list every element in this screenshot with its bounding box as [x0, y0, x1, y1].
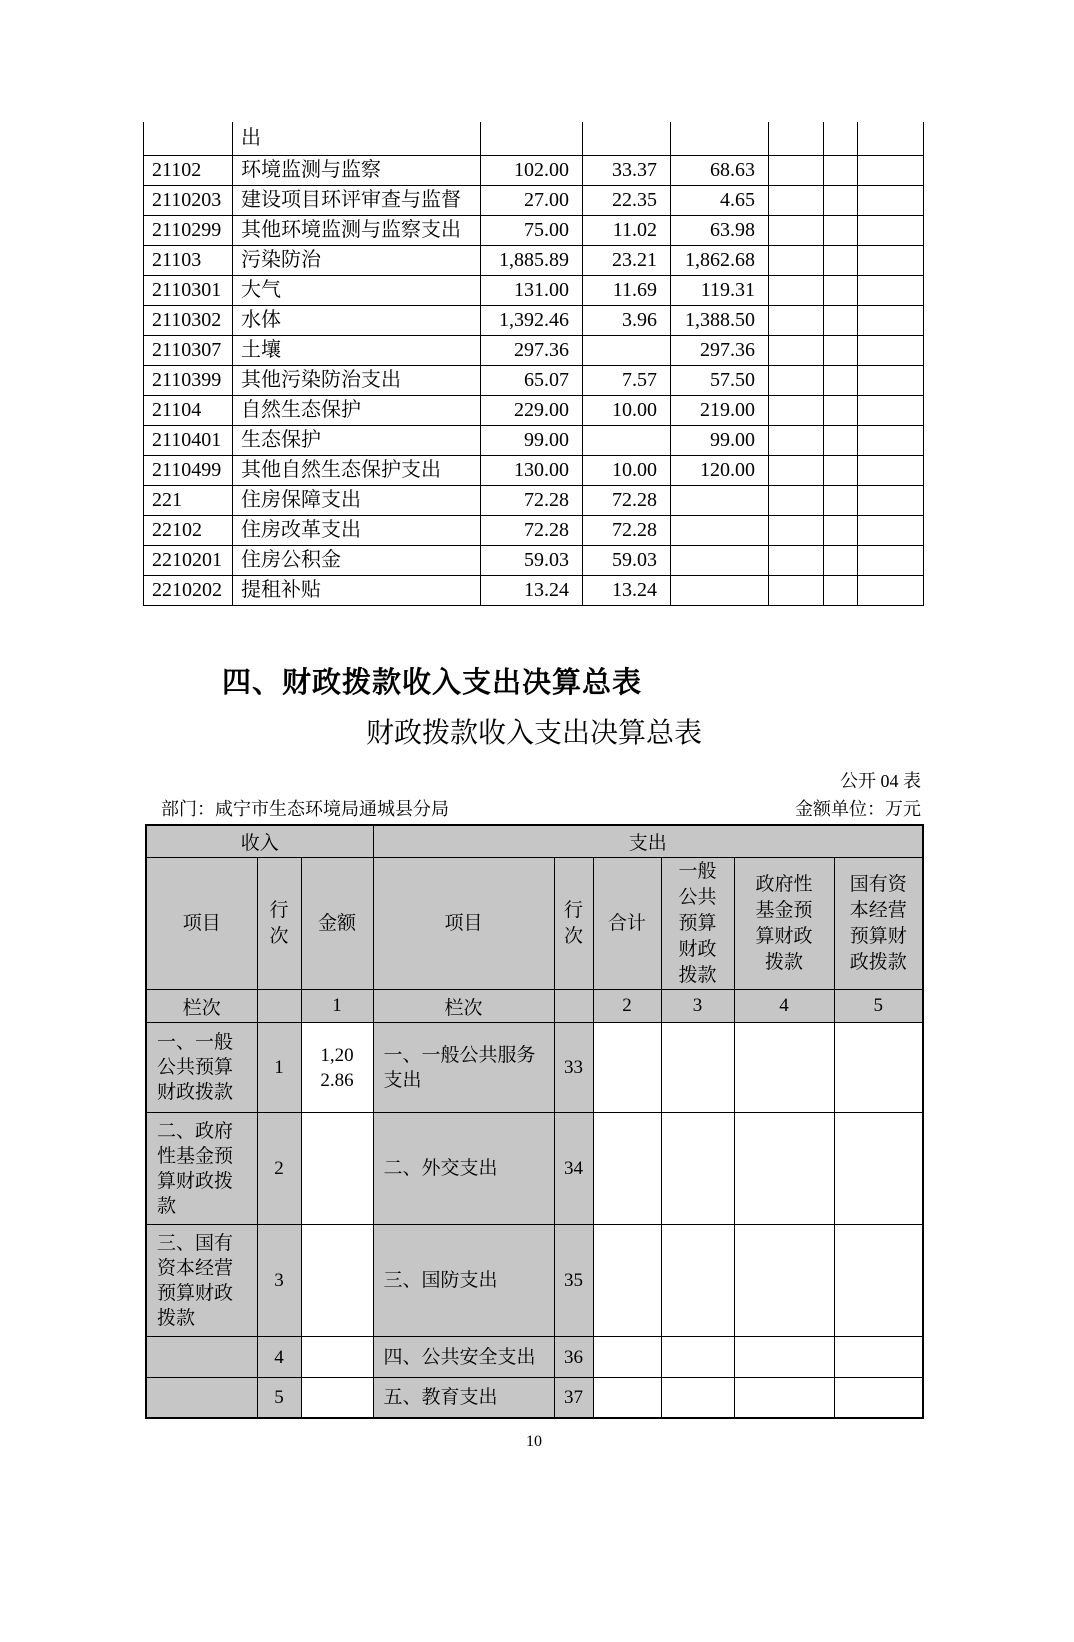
table-row	[146, 1023, 923, 1113]
department-label: 部门：咸宁市生态环境局通城县分局	[161, 798, 449, 819]
total-cell	[593, 1113, 661, 1225]
budget-name-cell: 水体	[233, 305, 481, 335]
table-row	[144, 485, 924, 515]
budget-code-cell	[144, 122, 233, 155]
empty-cell	[858, 122, 924, 155]
empty-cell	[858, 245, 924, 275]
budget-name-cell: 污染防治	[233, 245, 481, 275]
table-row	[144, 545, 924, 575]
budget-code-cell: 221	[144, 485, 233, 515]
table-code-label: 公开 04 表	[840, 770, 921, 791]
table-row	[144, 185, 924, 215]
budget-name-cell: 出	[233, 122, 481, 155]
general-budget-header: 一般公共预算财政拨款	[661, 858, 734, 990]
budget-name-cell: 住房公积金	[233, 545, 481, 575]
amount-project-cell: 297.36	[671, 335, 769, 365]
table-row	[146, 1337, 923, 1378]
group-header-row	[146, 825, 923, 858]
empty-cell	[769, 455, 824, 485]
income-line-cell: 1	[257, 1023, 301, 1113]
income-item-cell: 二、政府性基金预算财政拨款	[146, 1113, 257, 1225]
amount-project-cell: 120.00	[671, 455, 769, 485]
total-cell	[593, 1225, 661, 1337]
amount-project-cell	[671, 515, 769, 545]
index-number-cell: 5	[834, 990, 923, 1023]
empty-cell	[858, 485, 924, 515]
table-row	[144, 425, 924, 455]
budget-code-cell: 2210202	[144, 575, 233, 605]
income-line-header: 行次	[257, 858, 301, 990]
income-item-cell	[146, 1337, 257, 1378]
empty-cell	[858, 395, 924, 425]
empty-cell	[858, 185, 924, 215]
budget-name-cell: 生态保护	[233, 425, 481, 455]
amount-total-cell: 13.24	[481, 575, 583, 605]
empty-cell	[858, 275, 924, 305]
amount-project-cell	[671, 485, 769, 515]
table-row	[144, 515, 924, 545]
amount-total-cell: 65.07	[481, 365, 583, 395]
amount-project-cell: 4.65	[671, 185, 769, 215]
index-number-cell: 4	[734, 990, 834, 1023]
amount-total-cell: 102.00	[481, 155, 583, 185]
empty-cell	[769, 215, 824, 245]
budget-name-cell: 土壤	[233, 335, 481, 365]
amount-basic-cell: 11.02	[583, 215, 671, 245]
budget-code-cell: 22102	[144, 515, 233, 545]
expenditure-line-cell: 34	[554, 1113, 593, 1225]
expenditure-item-cell: 三、国防支出	[373, 1225, 554, 1337]
empty-cell	[769, 545, 824, 575]
table-row	[144, 245, 924, 275]
budget-name-cell: 住房改革支出	[233, 515, 481, 545]
general-budget-cell	[661, 1337, 734, 1378]
empty-cell	[824, 122, 858, 155]
budget-name-cell: 环境监测与监察	[233, 155, 481, 185]
empty-cell	[824, 545, 858, 575]
empty-cell	[824, 425, 858, 455]
amount-project-cell: 68.63	[671, 155, 769, 185]
income-line-cell: 3	[257, 1225, 301, 1337]
amount-project-cell: 119.31	[671, 275, 769, 305]
empty-cell	[769, 122, 824, 155]
empty-cell	[769, 275, 824, 305]
general-budget-cell	[661, 1378, 734, 1418]
general-budget-cell	[661, 1023, 734, 1113]
amount-total-cell: 131.00	[481, 275, 583, 305]
empty-cell	[769, 515, 824, 545]
index-number-cell: 3	[661, 990, 734, 1023]
state-capital-cell	[834, 1113, 923, 1225]
empty-cell	[858, 545, 924, 575]
amount-total-cell: 130.00	[481, 455, 583, 485]
amount-project-cell: 57.50	[671, 365, 769, 395]
general-budget-cell	[661, 1225, 734, 1337]
amount-total-cell: 1,392.46	[481, 305, 583, 335]
amount-basic-cell: 72.28	[583, 515, 671, 545]
empty-cell	[824, 365, 858, 395]
table-row	[146, 1113, 923, 1225]
amount-project-cell	[671, 545, 769, 575]
budget-name-cell: 其他环境监测与监察支出	[233, 215, 481, 245]
empty-cell	[858, 515, 924, 545]
income-group-header: 收入	[146, 825, 373, 858]
budget-code-cell: 2110203	[144, 185, 233, 215]
budget-code-cell: 21103	[144, 245, 233, 275]
empty-cell	[858, 455, 924, 485]
empty-cell	[824, 515, 858, 545]
amount-project-cell: 1,388.50	[671, 305, 769, 335]
empty-cell	[858, 575, 924, 605]
amount-basic-cell: 59.03	[583, 545, 671, 575]
empty-cell	[858, 155, 924, 185]
empty-cell	[824, 185, 858, 215]
empty-cell	[769, 305, 824, 335]
empty-cell	[769, 425, 824, 455]
empty-cell	[858, 305, 924, 335]
total-cell	[593, 1337, 661, 1378]
amount-total-cell: 72.28	[481, 515, 583, 545]
fiscal-summary-table	[145, 824, 924, 1419]
expenditure-item-cell: 五、教育支出	[373, 1378, 554, 1418]
budget-name-cell: 其他污染防治支出	[233, 365, 481, 395]
empty-cell	[824, 155, 858, 185]
table-row	[146, 1378, 923, 1418]
table-row	[144, 155, 924, 185]
amount-basic-cell	[583, 335, 671, 365]
table-row	[144, 395, 924, 425]
budget-code-cell: 2110399	[144, 365, 233, 395]
amount-header: 金额	[301, 858, 373, 990]
amount-total-cell: 27.00	[481, 185, 583, 215]
index-blank-cell	[257, 990, 301, 1023]
expenditure-item-cell: 四、公共安全支出	[373, 1337, 554, 1378]
income-line-cell: 4	[257, 1337, 301, 1378]
amount-basic-cell: 33.37	[583, 155, 671, 185]
general-budget-cell	[661, 1113, 734, 1225]
income-item-cell: 三、国有资本经营预算财政拨款	[146, 1225, 257, 1337]
state-capital-header: 国有资本经营预算财政拨款	[834, 858, 923, 990]
index-label-cell: 栏次	[146, 990, 257, 1023]
amount-basic-cell: 72.28	[583, 485, 671, 515]
income-amount-cell	[301, 1378, 373, 1418]
amount-cell	[481, 122, 583, 155]
gov-fund-cell	[734, 1378, 834, 1418]
amount-cell	[671, 122, 769, 155]
expenditure-item-cell: 二、外交支出	[373, 1113, 554, 1225]
budget-name-cell: 其他自然生态保护支出	[233, 455, 481, 485]
amount-basic-cell: 22.35	[583, 185, 671, 215]
empty-cell	[858, 425, 924, 455]
budget-code-cell: 2110401	[144, 425, 233, 455]
expenditure-line-cell: 37	[554, 1378, 593, 1418]
amount-total-cell: 297.36	[481, 335, 583, 365]
gov-fund-cell	[734, 1023, 834, 1113]
budget-code-cell: 21102	[144, 155, 233, 185]
expenditure-line-cell: 36	[554, 1337, 593, 1378]
budget-code-cell: 2110302	[144, 305, 233, 335]
table-row	[146, 1225, 923, 1337]
empty-cell	[824, 575, 858, 605]
amount-basic-cell: 3.96	[583, 305, 671, 335]
empty-cell	[769, 245, 824, 275]
empty-cell	[824, 485, 858, 515]
expenditure-detail-table	[143, 122, 924, 606]
amount-project-cell: 1,862.68	[671, 245, 769, 275]
table-meta-row	[143, 797, 925, 821]
empty-cell	[824, 335, 858, 365]
empty-cell	[824, 395, 858, 425]
amount-total-cell: 75.00	[481, 215, 583, 245]
amount-basic-cell: 10.00	[583, 455, 671, 485]
gov-fund-cell	[734, 1225, 834, 1337]
budget-code-cell: 21104	[144, 395, 233, 425]
column-index-row	[146, 990, 923, 1023]
index-number-cell: 2	[593, 990, 661, 1023]
income-item-cell: 一、一般公共预算财政拨款	[146, 1023, 257, 1113]
page-number: 10	[526, 1432, 542, 1450]
budget-code-cell: 2110301	[144, 275, 233, 305]
amount-total-cell: 99.00	[481, 425, 583, 455]
table-row	[144, 275, 924, 305]
empty-cell	[769, 185, 824, 215]
income-item-cell	[146, 1378, 257, 1418]
state-capital-cell	[834, 1023, 923, 1113]
expenditure-item-header: 项目	[373, 858, 554, 990]
expenditure-item-cell: 一、一般公共服务支出	[373, 1023, 554, 1113]
state-capital-cell	[834, 1337, 923, 1378]
empty-cell	[769, 575, 824, 605]
expenditure-line-cell: 33	[554, 1023, 593, 1113]
table-title: 财政拨款收入支出决算总表	[365, 717, 702, 749]
table-row	[144, 575, 924, 605]
table-row	[144, 335, 924, 365]
empty-cell	[824, 455, 858, 485]
state-capital-cell	[834, 1225, 923, 1337]
unit-label: 金额单位：万元	[795, 798, 921, 819]
amount-total-cell: 1,885.89	[481, 245, 583, 275]
budget-name-cell: 建设项目环评审查与监督	[233, 185, 481, 215]
total-header: 合计	[593, 858, 661, 990]
index-label-cell: 栏次	[373, 990, 554, 1023]
amount-basic-cell: 10.00	[583, 395, 671, 425]
table-row	[144, 305, 924, 335]
amount-basic-cell: 23.21	[583, 245, 671, 275]
section-heading: 四、财政拨款收入支出决算总表	[222, 666, 643, 699]
page-content	[143, 122, 925, 1451]
index-blank-cell	[554, 990, 593, 1023]
state-capital-cell	[834, 1378, 923, 1418]
income-item-header: 项目	[146, 858, 257, 990]
amount-basic-cell: 11.69	[583, 275, 671, 305]
empty-cell	[769, 485, 824, 515]
amount-total-cell: 59.03	[481, 545, 583, 575]
index-number-cell: 1	[301, 990, 373, 1023]
income-line-cell: 2	[257, 1113, 301, 1225]
table-row	[144, 455, 924, 485]
amount-project-cell: 63.98	[671, 215, 769, 245]
amount-project-cell: 99.00	[671, 425, 769, 455]
table-row-continued	[144, 122, 924, 155]
expenditure-group-header: 支出	[373, 825, 923, 858]
budget-name-cell: 大气	[233, 275, 481, 305]
amount-basic-cell	[583, 425, 671, 455]
empty-cell	[769, 365, 824, 395]
gov-fund-header: 政府性基金预算财政拨款	[734, 858, 834, 990]
expenditure-line-header: 行次	[554, 858, 593, 990]
amount-total-cell: 229.00	[481, 395, 583, 425]
gov-fund-cell	[734, 1113, 834, 1225]
budget-name-cell: 自然生态保护	[233, 395, 481, 425]
budget-code-cell: 2110499	[144, 455, 233, 485]
total-cell	[593, 1378, 661, 1418]
budget-code-cell: 2110299	[144, 215, 233, 245]
empty-cell	[769, 155, 824, 185]
gov-fund-cell	[734, 1337, 834, 1378]
empty-cell	[858, 365, 924, 395]
empty-cell	[824, 305, 858, 335]
expenditure-line-cell: 35	[554, 1225, 593, 1337]
empty-cell	[769, 395, 824, 425]
empty-cell	[769, 335, 824, 365]
empty-cell	[824, 245, 858, 275]
budget-name-cell: 住房保障支出	[233, 485, 481, 515]
empty-cell	[858, 215, 924, 245]
table-row	[144, 365, 924, 395]
empty-cell	[858, 335, 924, 365]
empty-cell	[824, 215, 858, 245]
amount-basic-cell: 7.57	[583, 365, 671, 395]
budget-code-cell: 2210201	[144, 545, 233, 575]
income-amount-cell	[301, 1337, 373, 1378]
income-amount-cell	[301, 1113, 373, 1225]
amount-basic-cell: 13.24	[583, 575, 671, 605]
income-amount-cell: 1,202.86	[301, 1023, 373, 1113]
amount-cell	[583, 122, 671, 155]
income-line-cell: 5	[257, 1378, 301, 1418]
income-amount-cell	[301, 1225, 373, 1337]
total-cell	[593, 1023, 661, 1113]
table-row	[144, 215, 924, 245]
amount-total-cell: 72.28	[481, 485, 583, 515]
empty-cell	[824, 275, 858, 305]
budget-name-cell: 提租补贴	[233, 575, 481, 605]
budget-code-cell: 2110307	[144, 335, 233, 365]
amount-project-cell	[671, 575, 769, 605]
amount-project-cell: 219.00	[671, 395, 769, 425]
column-header-row	[146, 858, 923, 990]
